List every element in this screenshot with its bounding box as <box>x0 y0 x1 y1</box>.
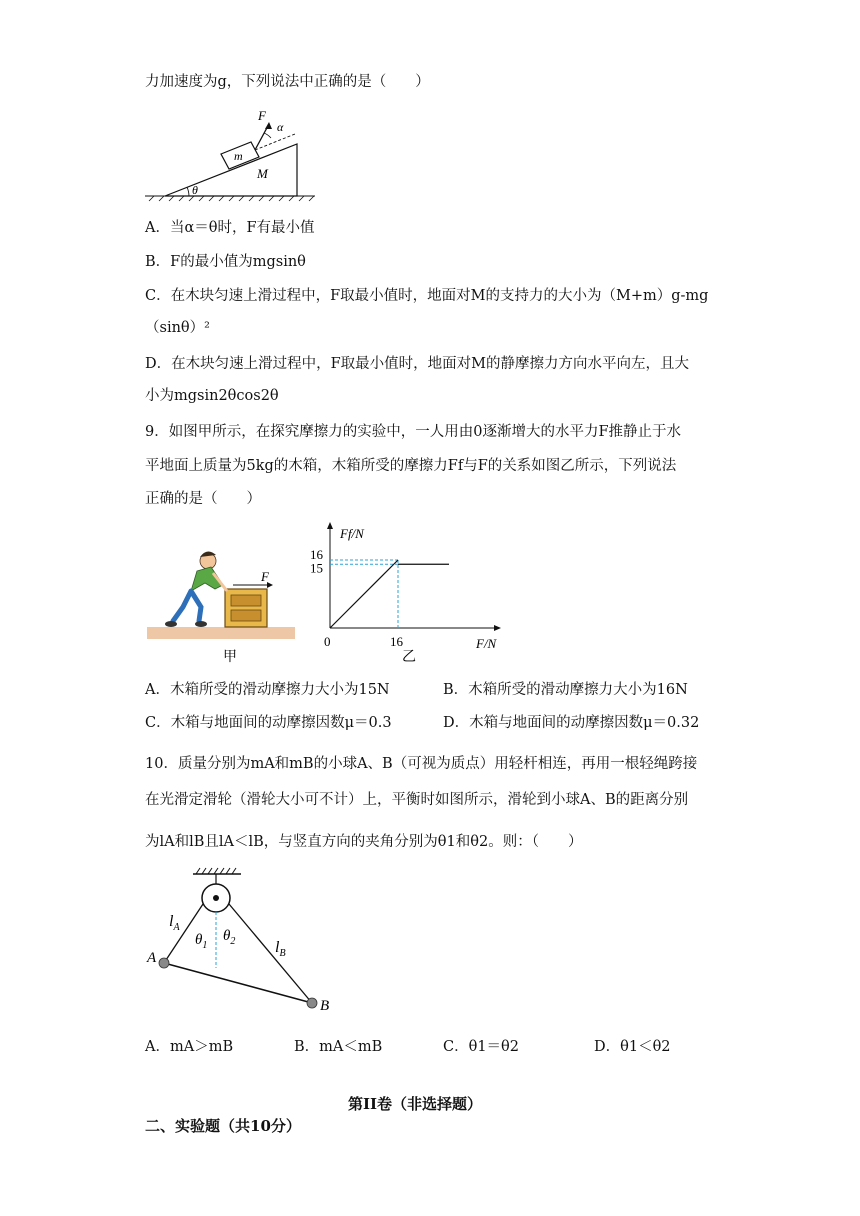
pulley-figure <box>145 868 345 1018</box>
figure-yi-label: 乙 <box>402 649 416 665</box>
push-box-figure <box>145 545 300 670</box>
label-la: $l_A$ <box>169 913 180 933</box>
y-tick-label-15: 15 <box>310 560 323 576</box>
q9-stem-line3: 正确的是（ ） <box>145 491 261 507</box>
y-axis-arrow <box>327 522 333 529</box>
floor <box>147 627 295 639</box>
push-force-label: F <box>261 569 269 584</box>
q9-option-d[interactable]: D．木箱与地面间的动摩擦因数μ＝0.32 <box>443 715 700 731</box>
y-tick-label-16: 16 <box>310 547 323 562</box>
q8-option-a[interactable]: A．当α＝θ时，F有最小值 <box>145 220 315 236</box>
q10-option-c[interactable]: C．θ1＝θ2 <box>443 1039 520 1055</box>
q8-option-b[interactable]: B．F的最小值为mgsinθ <box>145 254 306 270</box>
label-ball-b: B <box>320 998 330 1014</box>
q8-option-d-cont: 小为mgsin2θcos2θ <box>145 388 279 404</box>
label-theta1: $\theta_1$ <box>195 932 208 951</box>
origin-label: 0 <box>324 634 331 649</box>
y-axis-label: Ff/N <box>340 526 364 541</box>
q9-option-c[interactable]: C．木箱与地面间的动摩擦因数μ＝0.3 <box>145 715 392 731</box>
x-tick-label-16: 16 <box>390 634 403 649</box>
q8-option-c-cont: （sinθ）² <box>145 320 210 336</box>
friction-graph <box>310 520 510 670</box>
force-label: F <box>258 108 266 123</box>
q8-option-c[interactable]: C．在木块匀速上滑过程中，F取最小值时，地面对M的支持力的大小为（M+m）g-mg <box>145 288 709 304</box>
wedge-label: M <box>257 166 268 181</box>
block-label: m <box>234 149 243 163</box>
label-lb: $l_B$ <box>275 939 286 959</box>
q10-option-a[interactable]: A．mA＞mB <box>145 1039 234 1055</box>
q8-stem-tail: 力加速度为g，下列说法中正确的是（ ） <box>145 74 430 90</box>
figure-jia-label: 甲 <box>223 649 237 665</box>
series-line-1 <box>330 560 398 628</box>
part-two-title: 第II卷（非选择题） <box>348 1095 483 1113</box>
person-legs <box>173 591 201 621</box>
incline-figure <box>145 100 320 205</box>
experiment-section-title: 二、实验题（共10分） <box>145 1117 301 1135</box>
q9-stem-line2: 平地面上质量为5kg的木箱，木箱所受的摩擦力Ff与F的关系如图乙所示，下列说法 <box>145 458 677 474</box>
x-axis-label: F/N <box>476 636 497 651</box>
q10-option-b[interactable]: B．mA＜mB <box>294 1039 383 1055</box>
x-axis-arrow <box>494 625 501 631</box>
q10-option-d[interactable]: D．θ1＜θ2 <box>594 1039 671 1055</box>
label-theta2: $\theta_2$ <box>223 928 236 947</box>
q9-option-a[interactable]: A．木箱所受的滑动摩擦力大小为15N <box>145 682 390 698</box>
q9-option-b[interactable]: B．木箱所受的滑动摩擦力大小为16N <box>443 682 688 698</box>
angle-alpha-label: α <box>277 120 284 134</box>
q9-stem-line1: 9．如图甲所示，在探究摩擦力的实验中，一人用由0逐渐增大的水平力F推静止于水 <box>145 424 682 440</box>
q8-option-d[interactable]: D．在木块匀速上滑过程中，F取最小值时，地面对M的静摩擦力方向水平向左，且大 <box>145 356 690 372</box>
ball-a <box>159 958 169 968</box>
incline-angle-label: θ <box>192 183 198 197</box>
q10-stem-line2: 在光滑定滑轮（滑轮大小可不计）上，平衡时如图所示，滑轮到小球A、B的距离分别 <box>145 792 689 808</box>
q10-stem-line1: 10．质量分别为mA和mB的小球A、B（可视为质点）用轻杆相连，再用一根轻绳跨接 <box>145 756 698 772</box>
label-ball-a: A <box>147 950 157 966</box>
q10-stem-line3: 为lA和lB且lA＜lB，与竖直方向的夹角分别为θ1和θ2。则：（ ） <box>145 834 583 850</box>
ball-b <box>307 998 317 1008</box>
